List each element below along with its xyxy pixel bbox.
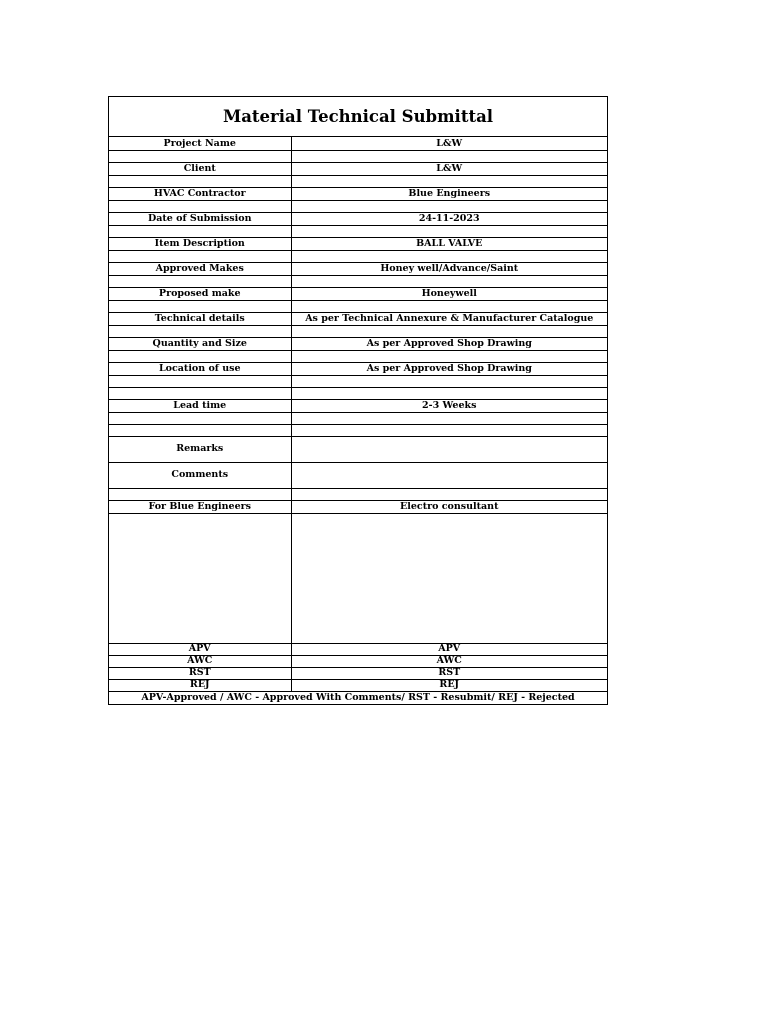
- row-hvac-contractor: [109, 187, 607, 200]
- spacer-row: [109, 275, 607, 287]
- signatory-consultant: Electro consultant: [291, 500, 607, 513]
- value-client: L&W: [291, 162, 607, 175]
- label-technical-details: Technical details: [109, 312, 291, 325]
- signature-box-contractor: [109, 513, 291, 643]
- row-legend: [109, 691, 607, 704]
- signature-box-consultant: [291, 513, 607, 643]
- row-proposed-make: [109, 287, 607, 300]
- row-client: [109, 162, 607, 175]
- value-comments: [291, 462, 607, 488]
- status-code-right: AWC: [291, 655, 607, 667]
- spacer-row: [109, 200, 607, 212]
- spacer-row: [109, 412, 607, 424]
- row-status-awc: [109, 655, 607, 667]
- spacer-row: [109, 300, 607, 312]
- spacer-row: [109, 424, 607, 436]
- row-status-rej: [109, 679, 607, 691]
- signatory-contractor: For Blue Engineers: [109, 500, 291, 513]
- value-remarks: [291, 436, 607, 462]
- row-item-description: [109, 237, 607, 250]
- row-approved-makes: [109, 262, 607, 275]
- spacer-row: [109, 150, 607, 162]
- row-signatories: [109, 500, 607, 513]
- row-status-apv: [109, 643, 607, 655]
- row-technical-details: [109, 312, 607, 325]
- status-code-right: APV: [291, 643, 607, 655]
- value-quantity-and-size: As per Approved Shop Drawing: [291, 337, 607, 350]
- status-code-left: RST: [109, 667, 291, 679]
- row-project-name: [109, 137, 607, 150]
- submittal-table: [109, 137, 607, 704]
- status-code-right: RST: [291, 667, 607, 679]
- spacer-row: [109, 325, 607, 337]
- label-comments: Comments: [109, 462, 291, 488]
- value-date-of-submission: 24-11-2023: [291, 212, 607, 225]
- label-proposed-make: Proposed make: [109, 287, 291, 300]
- status-code-left: APV: [109, 643, 291, 655]
- label-hvac-contractor: HVAC Contractor: [109, 187, 291, 200]
- value-lead-time: 2-3 Weeks: [291, 399, 607, 412]
- spacer-row: [109, 488, 607, 500]
- label-approved-makes: Approved Makes: [109, 262, 291, 275]
- row-lead-time: [109, 399, 607, 412]
- form-title: Material Technical Submittal: [109, 97, 607, 137]
- value-item-description: BALL VALVE: [291, 237, 607, 250]
- label-quantity-and-size: Quantity and Size: [109, 337, 291, 350]
- status-code-right: REJ: [291, 679, 607, 691]
- value-technical-details: As per Technical Annexure & Manufacturer Catalogue: [291, 312, 607, 325]
- label-item-description: Item Description: [109, 237, 291, 250]
- label-client: Client: [109, 162, 291, 175]
- spacer-row: [109, 175, 607, 187]
- value-location-of-use: As per Approved Shop Drawing: [291, 362, 607, 375]
- row-location-of-use: [109, 362, 607, 375]
- spacer-row: [109, 250, 607, 262]
- status-legend: APV-Approved / AWC - Approved With Comments/ RST - Resubmit/ REJ - Rejected: [109, 691, 607, 704]
- submittal-form: [108, 96, 608, 705]
- signature-area: [109, 513, 607, 643]
- value-hvac-contractor: Blue Engineers: [291, 187, 607, 200]
- spacer-row: [109, 375, 607, 387]
- label-date-of-submission: Date of Submission: [109, 212, 291, 225]
- spacer-row: [109, 350, 607, 362]
- row-remarks: [109, 436, 607, 462]
- value-approved-makes: Honey well/Advance/Saint: [291, 262, 607, 275]
- value-project-name: L&W: [291, 137, 607, 150]
- row-status-rst: [109, 667, 607, 679]
- status-code-left: AWC: [109, 655, 291, 667]
- row-comments: [109, 462, 607, 488]
- label-lead-time: Lead time: [109, 399, 291, 412]
- status-code-left: REJ: [109, 679, 291, 691]
- row-date-of-submission: [109, 212, 607, 225]
- label-project-name: Project Name: [109, 137, 291, 150]
- value-proposed-make: Honeywell: [291, 287, 607, 300]
- spacer-row: [109, 225, 607, 237]
- label-location-of-use: Location of use: [109, 362, 291, 375]
- label-remarks: Remarks: [109, 436, 291, 462]
- spacer-row: [109, 387, 607, 399]
- row-quantity-and-size: [109, 337, 607, 350]
